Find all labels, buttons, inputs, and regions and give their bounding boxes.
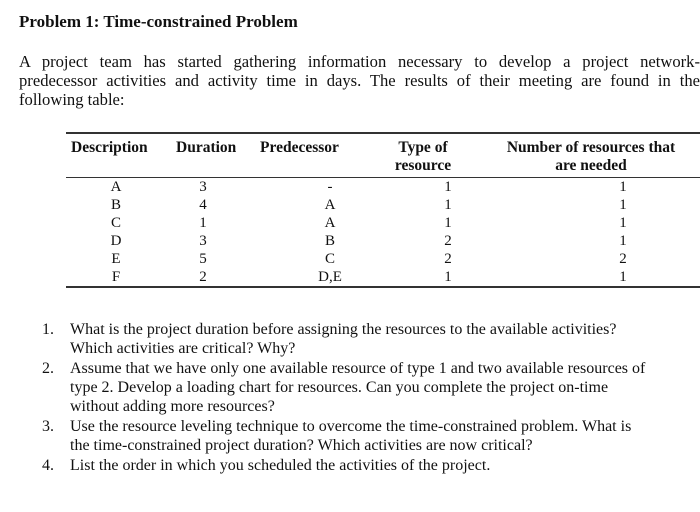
table-row — [66, 214, 700, 232]
cell-duration: 2 — [199, 269, 207, 285]
cell-type: 2 — [444, 251, 452, 267]
question-number: 1. — [42, 321, 54, 338]
cell-description: A — [110, 179, 122, 195]
header-description: Description — [71, 139, 148, 156]
table-header-row — [66, 134, 700, 178]
question-number: 2. — [42, 360, 54, 377]
question-text-line: List the order in which you scheduled the activities of the project. — [70, 457, 491, 474]
question-list — [42, 320, 645, 476]
cell-predecessor: A — [324, 215, 336, 231]
header-resources-line1: Number of resources that — [506, 139, 676, 156]
header-predecessor: Predecessor — [260, 139, 339, 156]
cell-resources: 1 — [619, 269, 627, 285]
question-text-line: Assume that we have only one available resource of type 1 and two available resources of — [70, 360, 646, 377]
header-type-line2: resource — [394, 157, 452, 174]
question-number: 4. — [42, 457, 54, 474]
question-item — [42, 320, 645, 358]
intro-line: A project team has started gathering information necessary to develop a project network- — [19, 52, 700, 71]
question-item — [42, 359, 645, 416]
table-row — [66, 178, 700, 196]
question-item — [42, 456, 645, 475]
question-item — [42, 417, 645, 455]
cell-duration: 1 — [199, 215, 207, 231]
cell-predecessor: - — [327, 179, 333, 195]
table-row — [66, 196, 700, 214]
cell-predecessor: A — [324, 197, 336, 213]
header-duration: Duration — [176, 139, 237, 156]
cell-duration: 5 — [199, 251, 207, 267]
question-text-line: without adding more resources? — [70, 398, 275, 415]
header-type-of-resource — [388, 139, 458, 175]
cell-predecessor: B — [324, 233, 335, 249]
question-text-line: the time-constrained project duration? Which activities are now critical? — [70, 437, 533, 454]
cell-type: 1 — [444, 215, 452, 231]
question-text-line: Use the resource leveling technique to overcome the time-constrained problem. What is — [70, 418, 632, 435]
cell-predecessor: D,E — [318, 269, 342, 285]
cell-resources: 1 — [619, 179, 627, 195]
cell-description: C — [110, 215, 121, 231]
cell-description: F — [111, 269, 121, 285]
header-number-of-resources — [493, 139, 689, 175]
cell-resources: 1 — [619, 197, 627, 213]
problem-title: Problem 1: Time-constrained Problem — [19, 12, 298, 31]
cell-type: 1 — [444, 269, 452, 285]
question-text-line: type 2. Develop a loading chart for resources. Can you complete the project on-time — [70, 379, 609, 396]
cell-duration: 3 — [199, 233, 207, 249]
question-number: 3. — [42, 418, 54, 435]
cell-duration: 3 — [199, 179, 207, 195]
table-body — [66, 178, 700, 286]
table-row — [66, 250, 700, 268]
header-type-line1: Type of — [398, 139, 448, 156]
activity-table — [66, 132, 700, 288]
table-row — [66, 268, 700, 286]
header-resources-line2: are needed — [555, 157, 627, 174]
cell-duration: 4 — [199, 197, 207, 213]
question-text-line: What is the project duration before assigning the resources to the available activities? — [70, 321, 617, 338]
intro-paragraph — [19, 52, 700, 109]
cell-resources: 1 — [619, 215, 627, 231]
question-text-line: Which activities are critical? Why? — [70, 340, 296, 357]
cell-type: 2 — [444, 233, 452, 249]
cell-type: 1 — [444, 179, 452, 195]
cell-description: B — [110, 197, 121, 213]
intro-line: following table: — [19, 90, 125, 109]
cell-description: E — [111, 251, 121, 267]
cell-resources: 2 — [619, 251, 627, 267]
table-row — [66, 232, 700, 250]
intro-line: predecessor activities and activity time in days. The results of their meeting are found in the — [19, 71, 700, 90]
cell-resources: 1 — [619, 233, 627, 249]
cell-description: D — [110, 233, 122, 249]
cell-type: 1 — [444, 197, 452, 213]
cell-predecessor: C — [324, 251, 335, 267]
